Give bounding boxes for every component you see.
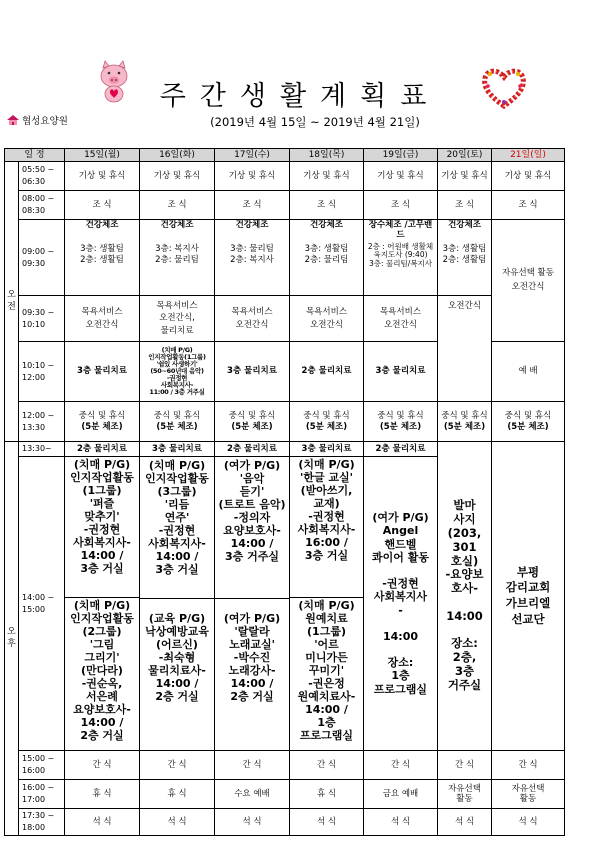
cell: 중식 및 휴식 (5분 체조)	[492, 402, 565, 442]
cell: 2층 물리치료	[65, 442, 140, 457]
cell: (치매 P/G) '한글 교실' (받아쓰기, 교재) -권정현 사회복지사- 16:00 / 3층 거실 (치매 P/G) 원예치료 (1그룹) '어르 미니가든 꾸미기' -권은정 원예치료사- 14:00 / 1층 프로그램실	[290, 457, 364, 751]
cell: 중식 및 휴식 (5분 체조)	[438, 402, 492, 442]
period-am-label: 오전	[7, 289, 16, 312]
cell: 예 배	[492, 342, 565, 402]
cell: 자유선택 활동	[492, 780, 565, 809]
time-cell: 08:00 ~ 08:30	[19, 191, 65, 220]
table-row	[5, 296, 565, 342]
table-row	[5, 751, 565, 780]
cell: 석 식	[290, 809, 364, 836]
cell: 석 식	[438, 809, 492, 836]
header-day: 18일(목)	[290, 149, 364, 162]
cell: 목욕서비스 오전간식	[65, 296, 140, 342]
cell: 2층 물리치료	[215, 442, 290, 457]
organization-name: 협성요양원	[22, 116, 68, 127]
cell: 간 식	[290, 751, 364, 780]
header-row	[5, 149, 565, 162]
cell: 기상 및 휴식	[215, 162, 290, 191]
cell: 건강체조 3층: 생활팀 2층: 생활팀	[438, 220, 492, 296]
cell: 간 식	[65, 751, 140, 780]
cell: 조 식	[290, 191, 364, 220]
cell: 간 식	[438, 751, 492, 780]
cell: 중식 및 휴식 (5분 체조)	[65, 402, 140, 442]
header-day-sunday: 21일(일)	[492, 149, 565, 162]
table-row	[5, 780, 565, 809]
period-am	[5, 162, 19, 442]
cell: 조 식	[65, 191, 140, 220]
cell: 석 식	[140, 809, 215, 836]
cell: 기상 및 휴식	[290, 162, 364, 191]
cell: 석 식	[65, 809, 140, 836]
cell: 중식 및 휴식 (5분 체조)	[140, 402, 215, 442]
table-row	[5, 442, 565, 457]
cell: 석 식	[364, 809, 438, 836]
cell: (여가 P/G) '음악 듣기' (트로트 음악) -정의자 요양보호사- 14:00 / 3층 거주실 (여가 P/G) '랄랄라 노래교실' -박수진 노래강사- 14:00 / 2층 거실	[215, 457, 290, 751]
cell: (치매 P/G) 인지작업활동 (1그룹) '퍼즐 맞추기' -권정현 사회복지사- 14:00 / 3층 거실 (치매 P/G) 인지작업활동 (2그룹) '그림 그리기' (만다라) -권순옥, 서은례 요양보호사- 14:00 / 2층 거실	[65, 457, 140, 751]
period-pm-label: 오후	[7, 626, 16, 649]
header-schedule: 일 정	[5, 149, 65, 162]
date-range: (2019년 4월 15일 ~ 2019년 4월 21일)	[210, 115, 420, 129]
cell: 휴 식	[140, 780, 215, 809]
cell: 간 식	[215, 751, 290, 780]
cell: 건강체조 3층: 생활팀 2층: 생활팀	[65, 220, 140, 296]
table-row	[5, 162, 565, 191]
cell: 자유선택 활동	[438, 780, 492, 809]
cell: 간 식	[492, 751, 565, 780]
cell: 기상 및 휴식	[364, 162, 438, 191]
organization-label	[6, 113, 68, 127]
time-cell: 05:50 ~ 06:30	[19, 162, 65, 191]
table-row	[5, 402, 565, 442]
cell: 오전간식	[438, 296, 492, 402]
cell: 금요 예배	[364, 780, 438, 809]
cell: 수요 예배	[215, 780, 290, 809]
cell: (치매 P/G) 인지작업활동 (3그룹) '리듬 연주' -권정현 사회복지사- 14:00 / 3층 거실 (교육 P/G) 낙상예방교육 (어르신) -최숙형 물리치료사- 14:00 / 2층 거실	[140, 457, 215, 751]
cell: 석 식	[215, 809, 290, 836]
cell: 목욕서비스 오전간식	[215, 296, 290, 342]
time-cell: 09:30 ~ 10:10	[19, 296, 65, 342]
time-cell: 09:00 ~ 09:30	[19, 220, 65, 296]
cell: 휴 식	[65, 780, 140, 809]
time-cell: 17:30 ~ 18:00	[19, 809, 65, 836]
cell: 중식 및 휴식 (5분 체조)	[290, 402, 364, 442]
cell: 기상 및 휴식	[438, 162, 492, 191]
cell: 3층 물리치료	[364, 342, 438, 402]
time-cell: 16:00 ~ 17:00	[19, 780, 65, 809]
cell: 목욕서비스 오전간식	[290, 296, 364, 342]
cell: 기상 및 휴식	[65, 162, 140, 191]
cell: 간 식	[364, 751, 438, 780]
table-row	[5, 191, 565, 220]
house-logo-icon	[6, 114, 20, 126]
cell: 부평 감리교회 가브리엘 선교단	[492, 442, 565, 751]
cell: 3층 물리치료	[140, 442, 215, 457]
header-day: 16일(화)	[140, 149, 215, 162]
cell: 2층 물리치료	[290, 342, 364, 402]
cell: 조 식	[364, 191, 438, 220]
time-cell: 13:30~	[19, 442, 65, 457]
time-cell: 14:00 ~ 15:00	[19, 457, 65, 751]
cell: 자유선택 활동 오전간식	[492, 220, 565, 342]
weekly-schedule-table	[4, 148, 565, 836]
cell: 발마 사지 (203, 301 호실) -요양보 호사- 14:00 장소: 2층, 3층 거주실	[438, 442, 492, 751]
header-day: 15일(월)	[65, 149, 140, 162]
cell: 건강체조 3층: 복지사 2층: 물리팀	[140, 220, 215, 296]
pig-mascot-icon	[96, 60, 132, 104]
table-row	[5, 809, 565, 836]
cell: 중식 및 휴식 (5분 체조)	[215, 402, 290, 442]
time-cell: 12:00 ~ 13:30	[19, 402, 65, 442]
cell: 목욕서비스 오전간식, 물리치료	[140, 296, 215, 342]
cell: 간 식	[140, 751, 215, 780]
cell: 석 식	[492, 809, 565, 836]
time-cell: 10:10 ~ 12:00	[19, 342, 65, 402]
header-day: 20일(토)	[438, 149, 492, 162]
cell: 중식 및 휴식 (5분 체조)	[364, 402, 438, 442]
heart-wreath-icon	[480, 64, 528, 110]
cell: 건강체조 3층: 물리팀 2층: 복지사	[215, 220, 290, 296]
page-title: 주간생활계획표	[159, 81, 441, 112]
cell: 휴 식	[290, 780, 364, 809]
cell: 조 식	[140, 191, 215, 220]
cell: 건강체조 3층: 생활팀 2층: 물리팀	[290, 220, 364, 296]
cell: 장수체조 /고무밴드 2층 : 어원배 생활체육지도사 (9:40) 3층: 물리팀/복지사	[364, 220, 438, 296]
cell: 기상 및 휴식	[492, 162, 565, 191]
cell: 목욕서비스 오전간식	[364, 296, 438, 342]
time-cell: 15:00 ~ 16:00	[19, 751, 65, 780]
cell: 기상 및 휴식	[140, 162, 215, 191]
period-pm	[5, 442, 19, 836]
cell: 3층 물리치료	[290, 442, 364, 457]
cell: (여가 P/G) Angel 핸드벨 콰이어 활동 -권정현 사회복지사 - 14:00 장소: 1층 프로그램실	[364, 457, 438, 751]
cell: 조 식	[492, 191, 565, 220]
cell: 3층 물리치료	[65, 342, 140, 402]
cell: 조 식	[438, 191, 492, 220]
header-day: 17일(수)	[215, 149, 290, 162]
cell: 조 식	[215, 191, 290, 220]
cell: 2층 물리치료	[364, 442, 438, 457]
table-row	[5, 220, 565, 296]
cell: (치매 P/G) 인지작업활동(1그룹) '쉼있 사생하기' (50~60년대 음악) -권정현 사회복지사- 11:00 / 3층 거주실	[140, 342, 215, 402]
cell: 3층 물리치료	[215, 342, 290, 402]
header-day: 19일(금)	[364, 149, 438, 162]
